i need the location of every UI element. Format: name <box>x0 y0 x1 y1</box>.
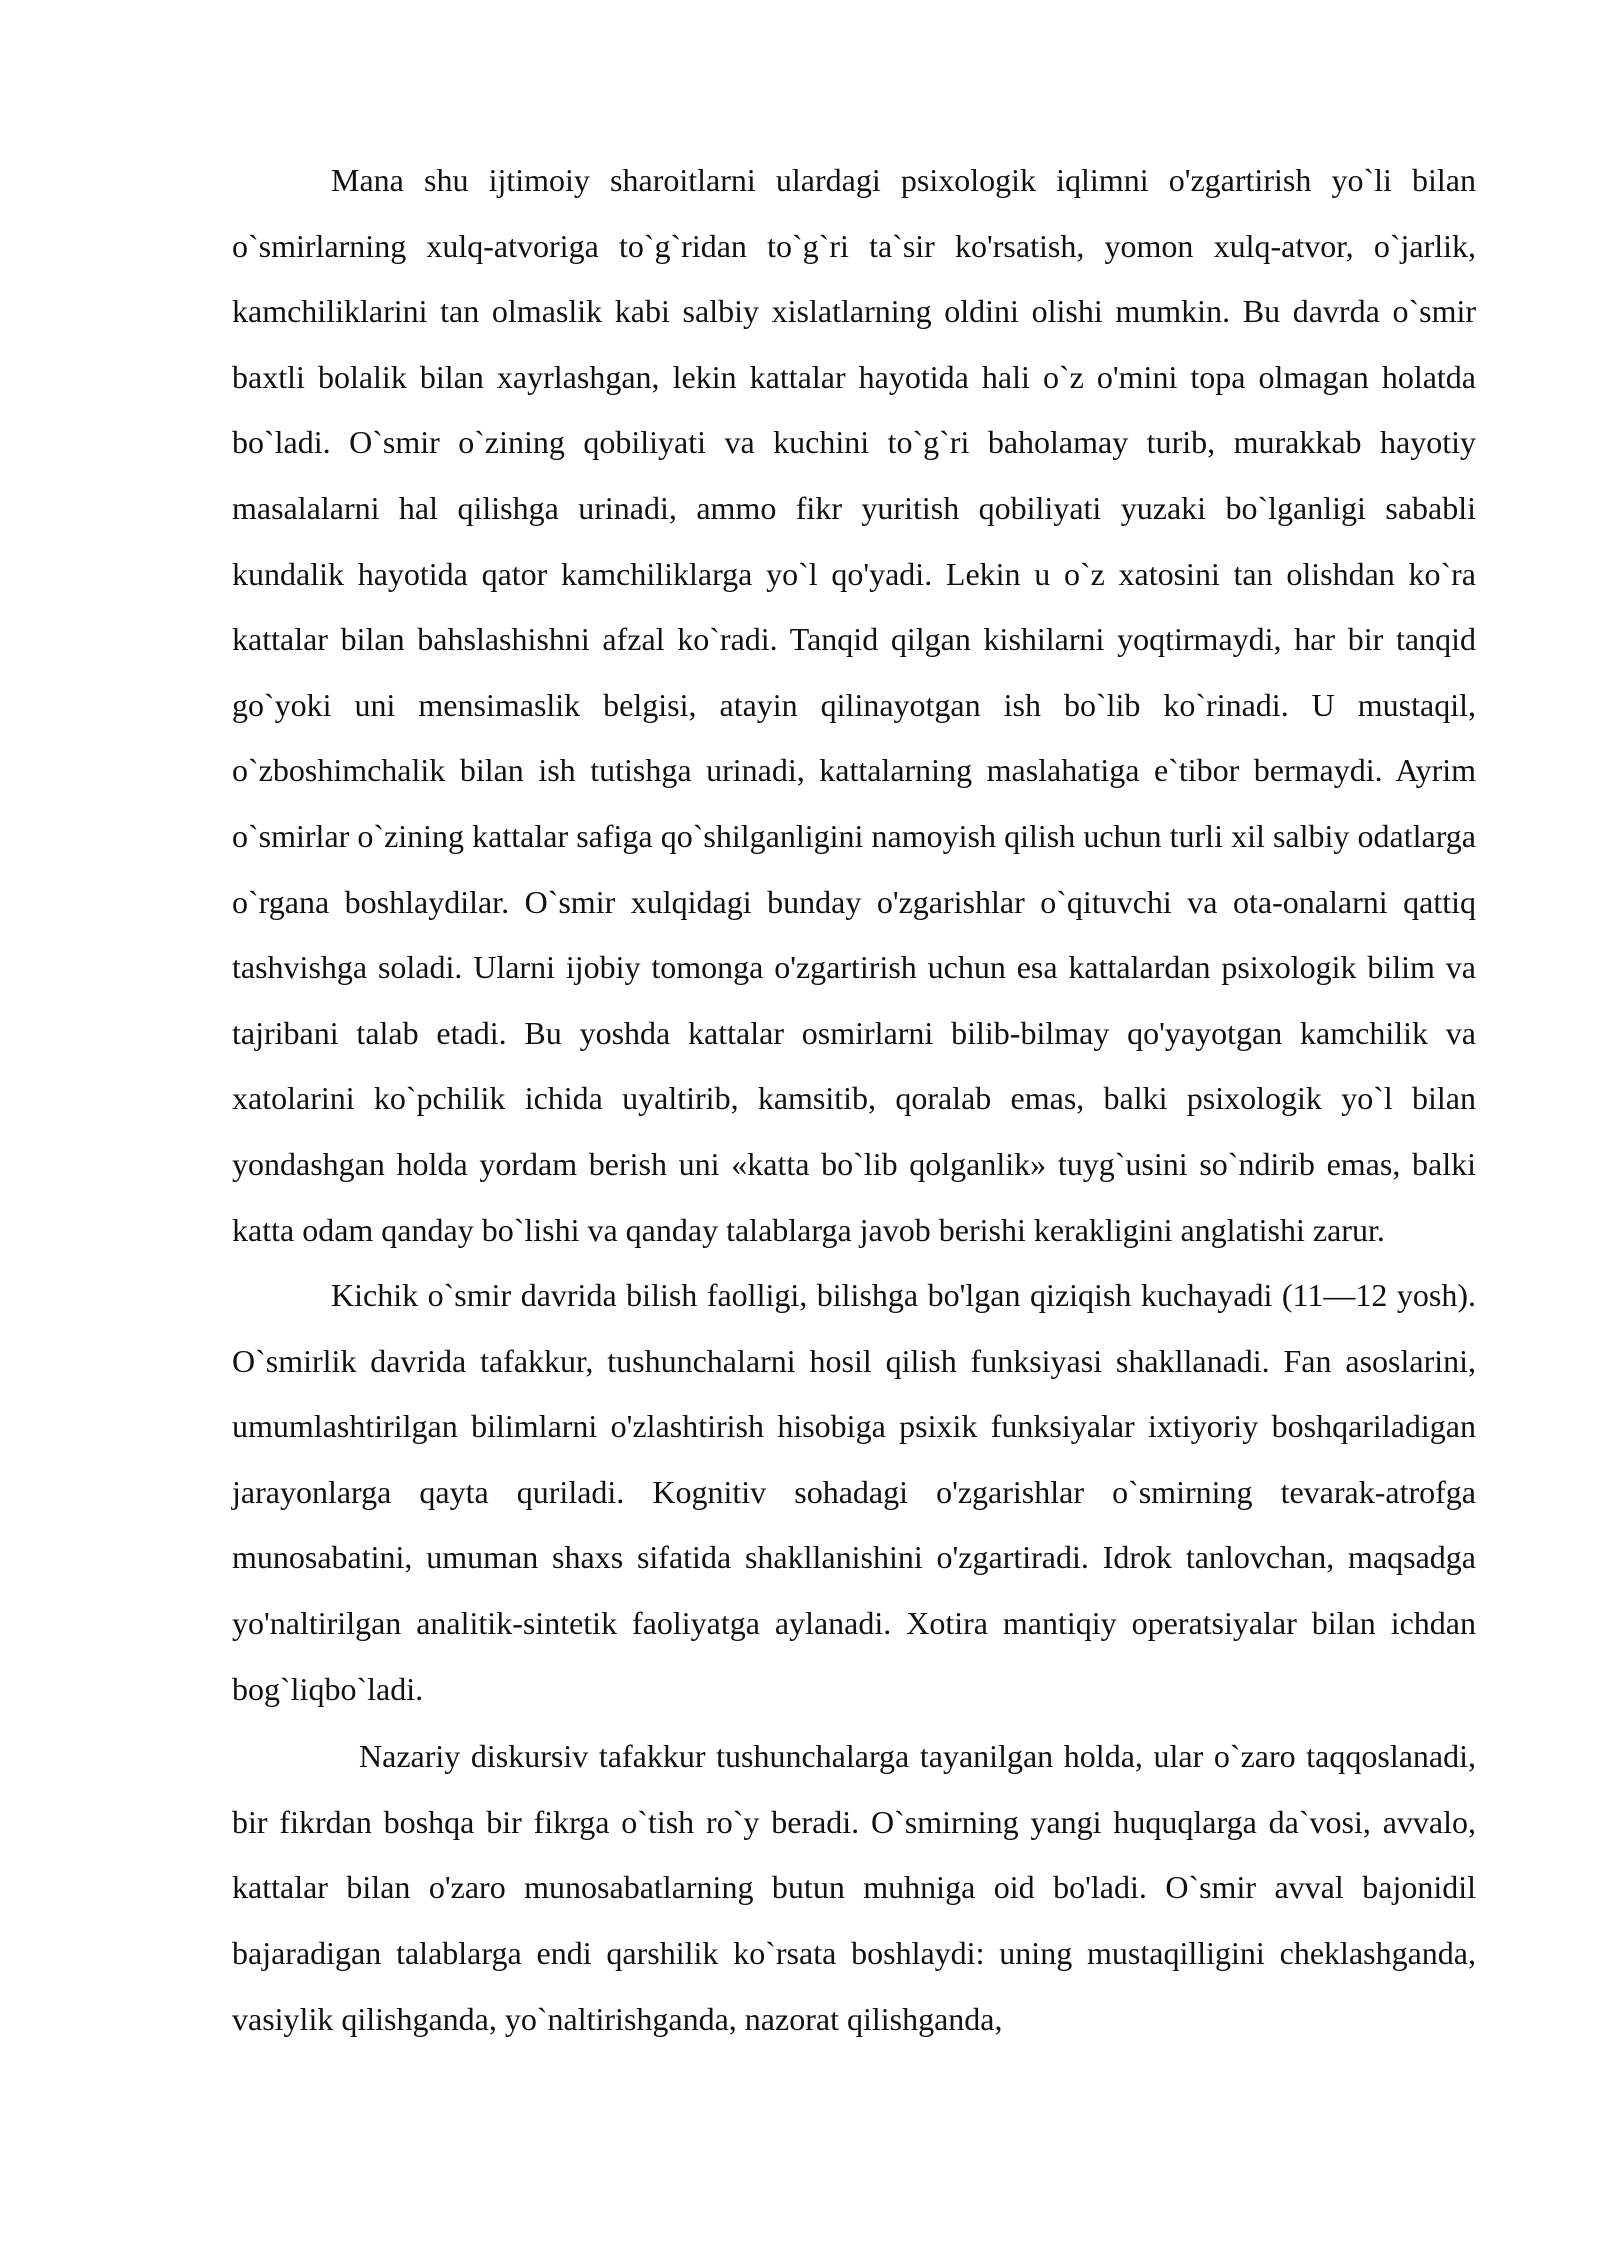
paragraph-1: Mana shu ijtimoiy sharoitlarni ulardagi psixologik iqlimni o'zgartirish yo`li bilan o`smirlarning xulq-atvoriga to`g`ridan to`g`ri ta`sir ko'rsatish, yomon xulq-atvor, o`jarlik, kamchiliklarini tan olmaslik kabi salbiy xislatlarning oldini olishi mumkin. Bu davrda o`smir baxtli bolalik bilan xayrlashgan, lekin kattalar hayotida hali o`z o'mini topa olmagan holatda bo`ladi. O`smir o`zining qobiliyati va kuchini to`g`ri baholamay turib, murakkab hayotiy masalalarni hal qilishga urinadi, ammo fikr yuritish qobiliyati yuzaki bo`lganligi sababli kundalik hayotida qator kamchiliklarga yo`l qo'yadi. Lekin u o`z xatosini tan olishdan ko`ra kattalar bilan bahslashishni afzal ko`radi. Tanqid qilgan kishilarni yoqtirmaydi, har bir tanqid go`yoki uni mensimaslik belgisi, atayin qilinayotgan ish bo`lib ko`rinadi. U mustaqil, o`zboshimchalik bilan ish tutishga urinadi, kattalarning maslahatiga e`tibor bermaydi. Ayrim o`smirlar o`zining kattalar safiga qo`shilganligini namoyish qilish uchun turli xil salbiy odatlarga o`rgana boshlaydilar. O`smir xulqidagi bunday o'zgarishlar o`qituvchi va ota-onalarni qattiq tashvishga soladi. Ularni ijobiy tomonga o'zgartirish uchun esa kattalardan psixologik bilim va tajribani talab etadi. Bu yoshda kattalar osmirlarni bilib-bilmay qo'yayotgan kamchilik va xatolarini ko`pchilik ichida uyaltirib, kamsitib, qoralab emas, balki psixologik yo`l bilan yondashgan holda yordam berish uni «katta bo`lib qolganlik» tuyg`usini so`ndirib emas, balki katta odam qanday bo`lishi va qanday talablarga javob berishi kerakligini anglatishi zarur. <box>232 162 1476 1248</box>
document-body <box>232 148 1476 2052</box>
paragraph-2: Kichik o`smir davrida bilish faolligi, bilishga bo'lgan qiziqish kuchayadi (11—12 yosh). O`smirlik davrida tafakkur, tushunchalarni hosil qilish funksiyasi shakllanadi. Fan asoslarini, umumlashtirilgan bilimlarni o'zlashtirish hisobiga psixik funksiyalar ixtiyoriy boshqariladigan jarayonlarga qayta quriladi. Kognitiv sohadagi o'zgarishlar o`smirning tevarak-atrofga munosabatini, umuman shaxs sifatida shakllanishini o'zgartiradi. Idrok tanlovchan, maqsadga yo'naltirilgan analitik-sintetik faoliyatga aylanadi. Xotira mantiqiy operatsiyalar bilan ichdan bog`liqbo`ladi. <box>232 1277 1476 1707</box>
paragraph-3: Nazariy diskursiv tafakkur tushunchalarga tayanilgan holda, ular o`zaro taqqoslanadi, bir fikrdan boshqa bir fikrga o`tish ro`y beradi. O`smirning yangi huquqlarga da`vosi, avvalo, kattalar bilan o'zaro munosabatlarning butun muhniga oid bo'ladi. O`smir avval bajonidil bajaradigan talablarga endi qarshilik ko`rsata boshlaydi: uning mustaqilligini cheklashganda, vasiylik qilishganda, yo`naltirishganda, nazorat qilishganda, <box>232 1738 1476 2037</box>
